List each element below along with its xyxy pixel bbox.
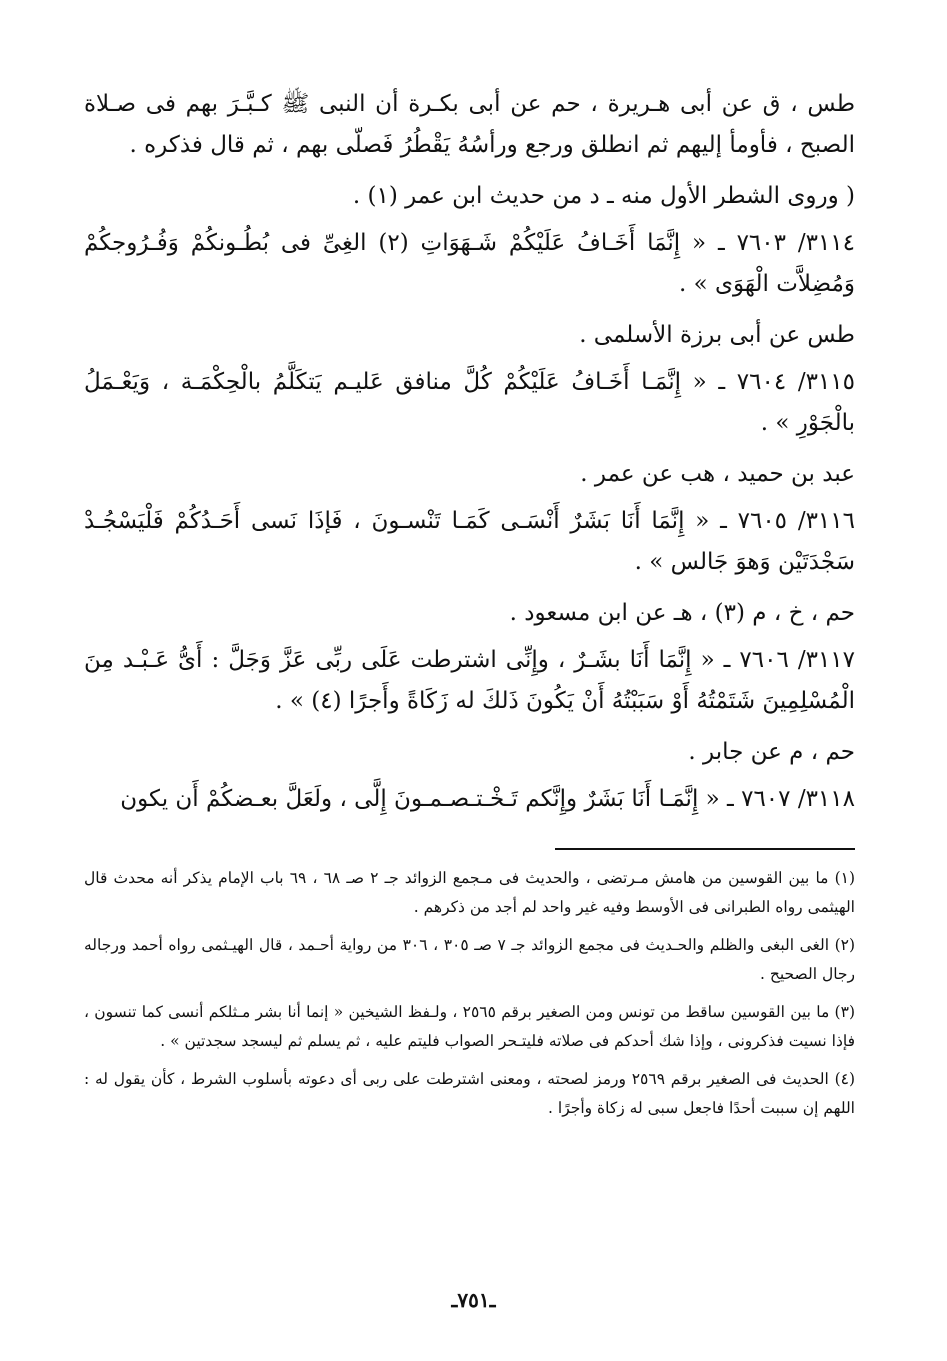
source-line: طس عن أبى برزة الأسلمى .: [579, 322, 855, 348]
hadith-3116: ٣١١٦/ ٧٦٠٥ ـ « إِنَّمَا أَنَا بَشَرٌ أَنْسَـى كَمَـا تَنْسـونَ ، فَإذَا نَسى أَحَـدُكُمْ فَلْيَسْجُـدْ سَجْدَتَيْن وَهوَ جَالس » .: [84, 508, 855, 575]
main-text: [84, 84, 855, 820]
hadith-3117: ٣١١٧/ ٧٦٠٦ ـ « إِنَّمَا أَنَا بشَـرٌ ، وإِنِّى اشترطت عَلَى ربِّى عَزَّ وَجَلَّ : أَىُّ عَـبْـد مِنَ الْمُسْلِمِينَ شَتَمْتُهُ أَوْ سَبَبْتُهُ أَنْ يَكُونَ ذَلكَ له زَكَاةً وأَجرًا (٤) » .: [84, 647, 856, 714]
footnote-1: (١) ما بين القوسين من هامش مـرتضى ، والحديث فى مـجمع الزوائد جـ ٢ صـ ٦٨ ، ٦٩ باب الإمام يذكر أنه محدث قال الهيثمى رواه الطبرانى فى الأوسط وفيه غير واحد لم أجد من ذكرهم .: [84, 869, 856, 916]
footnotes: [84, 864, 855, 1123]
footnote-4: (٤) الحديث فى الصغير برقم ٢٥٦٩ ورمز لصحته ، ومعنى اشترطت على ربى أى دعوته بأسلوب الشرط ، كأن يقول له : اللهم إن سببت أحدًا فاجعل سبى له زكاة وأجرًا .: [84, 1070, 856, 1117]
source-line: حم ، خ ، م (٣) ، هـ عن ابن مسعود .: [509, 600, 855, 626]
note-line: ( وروى الشطر الأول منه ـ د من حديث ابن عمر (١) .: [352, 183, 855, 209]
hadith-3114: ٣١١٤/ ٧٦٠٣ ـ « إِنَّمَا أَخَـافُ عَلَيْكُمْ شَـهَوَاتِ (٢) الغِىِّ فى بُطُـونكُمْ وَفُـرُوجكُمْ وَمُضِلاَّت الْهَوَى » .: [84, 230, 856, 297]
footnote-3: (٣) ما بين القوسين ساقط من تونس ومن الصغير برقم ٢٥٦٥ ، ولـفظ الشيخين « إنما أنا بشر مـثلكم أنسى كما تنسون ، فإذا نسيت فذكرونى ، وإذا شك أحدكم فى صلاته فليتـحر الصواب فليتم عليه ، ثم يسلم ثم ليسجد سجدتين » .: [84, 1003, 855, 1050]
footnote-separator: [555, 848, 855, 850]
hadith-3115: ٣١١٥/ ٧٦٠٤ ـ « إِنَّمَـا أَخَـافُ عَلَيْكُمْ كُلَّ منافق عَليـم يَتكَلَّمُ بالْحِكْمَـة ، وَيَعْـمَلُ بالْجَوْرِ » .: [84, 369, 856, 436]
source-line: حم ، م عن جابر .: [688, 739, 855, 765]
footnote-2: (٢) الغى البغى والظلم والحـديث فى مجمع الزوائد جـ ٧ صـ ٣٠٥ ، ٣٠٦ من رواية أحـمد ، قال الهيـثمى رواه أحمد ورجاله رجال الصحيح .: [84, 936, 856, 983]
hadith-3118: ٣١١٨/ ٧٦٠٧ ـ « إِنَّمَـا أَنَا بَشَرٌ وإِنَّكم تَـخْـتـصـمـونَ إِلَّى ، ولَعَلَّ بعـضكُمْ أَن يكون: [120, 786, 855, 812]
page-number: ـ٧٥١ـ: [451, 1288, 496, 1312]
source-line: طس ، ق عن أبى هـريرة ، حم عن أبى بكـرة أن النبى ﷺ كـبَّـرَ بهم فى صـلاة الصبح ، فأومأ إليهم ثم انطلق ورجع ورأسُهُ يَقْطُرُ فَصلّى بهم ، ثم قال فذكره .: [84, 91, 856, 158]
source-line: عبد بن حميد ، هب عن عمر .: [580, 461, 855, 487]
